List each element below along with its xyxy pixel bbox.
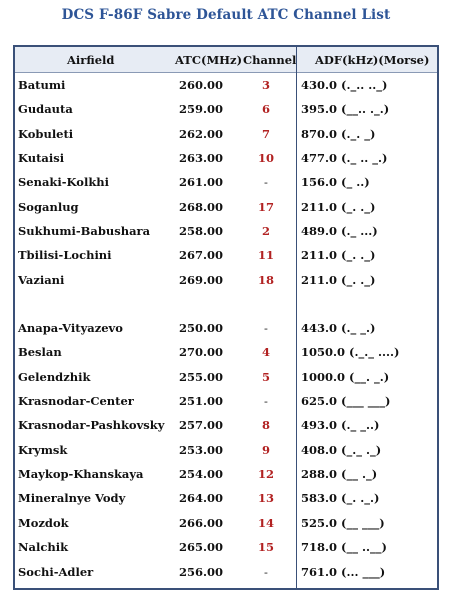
atc-cell: 258.00	[179, 224, 224, 239]
channel-cell: 4	[261, 345, 270, 360]
atc-cell: 270.00	[179, 345, 224, 360]
airfield-cell: Mineralnye Vody	[18, 491, 126, 506]
airfield-cell: Gudauta	[18, 102, 73, 117]
airfield-cell: Nalchik	[18, 540, 69, 555]
channel-cell: 2	[261, 224, 270, 239]
adf-cell: 870.0 (._. _)	[301, 126, 376, 141]
page-title: DCS F-86F Sabre Default ATC Channel List	[61, 7, 391, 23]
channel-cell: 5	[261, 369, 270, 384]
channel-cell: 8	[261, 418, 270, 433]
atc-cell: 267.00	[179, 248, 224, 263]
airfield-cell: Maykop-Khanskaya	[18, 467, 144, 482]
channel-cell: 11	[257, 248, 274, 263]
adf-cell: 525.0 (__ ___)	[301, 515, 385, 530]
airfield-cell: Sochi-Adler	[18, 564, 94, 579]
adf-cell: 477.0 (._ .. _.)	[301, 151, 388, 166]
table-row	[15, 565, 437, 583]
table-row	[15, 78, 437, 96]
channel-cell: 13	[257, 491, 274, 506]
adf-cell: 443.0 (._ _.)	[301, 321, 376, 335]
atc-cell: 264.00	[179, 491, 224, 506]
channel-cell: 9	[261, 442, 270, 457]
atc-cell: 268.00	[179, 199, 224, 214]
airfield-cell: Mozdok	[18, 515, 69, 530]
table-row	[15, 102, 437, 120]
airfield-cell: Krasnodar-Center	[18, 394, 134, 409]
channel-cell: 12	[257, 467, 274, 482]
table-row	[15, 345, 437, 363]
table-row	[15, 394, 437, 412]
atc-channel-table	[13, 45, 439, 590]
airfield-cell: Sukhumi-Babushara	[18, 224, 151, 239]
airfield-cell: Senaki-Kolkhi	[18, 175, 110, 190]
adf-cell: 211.0 (_. ._)	[301, 199, 376, 214]
adf-cell: 583.0 (_. ._.)	[301, 491, 380, 506]
adf-cell: 211.0 (_. ._)	[301, 248, 376, 263]
atc-cell: 257.00	[179, 418, 224, 433]
atc-cell: 253.00	[179, 442, 224, 457]
adf-cell: 156.0 (_ ..)	[301, 175, 370, 190]
adf-cell: 408.0 (_._ ._)	[301, 442, 382, 457]
adf-cell: 430.0 (._.. .._)	[301, 78, 388, 92]
airfield-cell: Krymsk	[18, 442, 68, 457]
table-row	[15, 151, 437, 169]
airfield-cell: Anapa-Vityazevo	[18, 321, 123, 335]
adf-cell: 625.0 (___ ___)	[301, 394, 391, 409]
adf-cell: 1050.0 (._._ ....)	[301, 345, 400, 360]
channel-cell: 10	[257, 151, 274, 166]
atc-cell: 254.00	[179, 467, 224, 482]
channel-cell: -	[264, 564, 268, 579]
table-row	[15, 516, 437, 534]
airfield-cell: Batumi	[18, 78, 66, 92]
atc-cell: 262.00	[179, 126, 224, 141]
adf-cell: 489.0 (._ ...)	[301, 224, 378, 239]
table-row	[15, 370, 437, 388]
airfield-cell: Kobuleti	[18, 126, 74, 141]
atc-cell: 259.00	[179, 102, 224, 117]
channel-cell: -	[264, 175, 268, 190]
atc-cell: 251.00	[179, 394, 224, 409]
table-row	[15, 273, 437, 291]
airfield-cell: Vaziani	[18, 272, 65, 287]
table-row	[15, 224, 437, 242]
atc-cell: 261.00	[179, 175, 224, 190]
atc-cell: 250.00	[179, 321, 224, 335]
table-row	[15, 540, 437, 558]
channel-cell: 17	[257, 199, 274, 214]
adf-cell: 761.0 (... ___)	[301, 564, 386, 579]
atc-cell: 260.00	[179, 78, 224, 92]
adf-cell: 288.0 (__ ._)	[301, 467, 378, 482]
atc-cell: 269.00	[179, 272, 224, 287]
table-row	[15, 467, 437, 485]
channel-cell: 7	[261, 126, 270, 141]
channel-cell: -	[264, 394, 268, 409]
atc-cell: 263.00	[179, 151, 224, 166]
adf-cell: 211.0 (_. ._)	[301, 272, 376, 287]
airfield-cell: Beslan	[18, 345, 62, 360]
adf-cell: 395.0 (__.. ._.)	[301, 102, 390, 117]
table-row	[15, 491, 437, 509]
channel-cell: -	[264, 321, 268, 335]
channel-cell: 15	[257, 540, 274, 555]
atc-cell: 255.00	[179, 369, 224, 384]
atc-cell: 256.00	[179, 564, 224, 579]
header-atc: ATC(MHz)	[175, 53, 243, 67]
channel-cell: 6	[261, 102, 270, 117]
atc-cell: 266.00	[179, 515, 224, 530]
header-airfield: Airfield	[67, 53, 115, 67]
channel-cell: 18	[257, 272, 274, 287]
channel-cell: 3	[261, 78, 270, 92]
airfield-cell: Tbilisi-Lochini	[18, 248, 112, 263]
header-adf: ADF(kHz)(Morse)	[315, 53, 430, 67]
adf-cell: 493.0 (._ _..)	[301, 418, 380, 433]
table-row	[15, 200, 437, 218]
airfield-cell: Krasnodar-Pashkovsky	[18, 418, 165, 433]
atc-cell: 265.00	[179, 540, 224, 555]
airfield-cell: Soganlug	[18, 199, 79, 214]
table-row	[15, 443, 437, 461]
adf-cell: 1000.0 (__. _.)	[301, 369, 390, 384]
table-header	[15, 47, 437, 73]
channel-cell: 14	[257, 515, 274, 530]
table-row	[15, 127, 437, 145]
airfield-cell: Kutaisi	[18, 151, 65, 166]
adf-cell: 718.0 (__ ..__)	[301, 540, 387, 555]
airfield-cell: Gelendzhik	[18, 369, 91, 384]
table-row	[15, 175, 437, 193]
table-row	[15, 248, 437, 266]
table-row	[15, 321, 437, 339]
header-channel: Channel	[243, 53, 297, 67]
table-row	[15, 418, 437, 436]
